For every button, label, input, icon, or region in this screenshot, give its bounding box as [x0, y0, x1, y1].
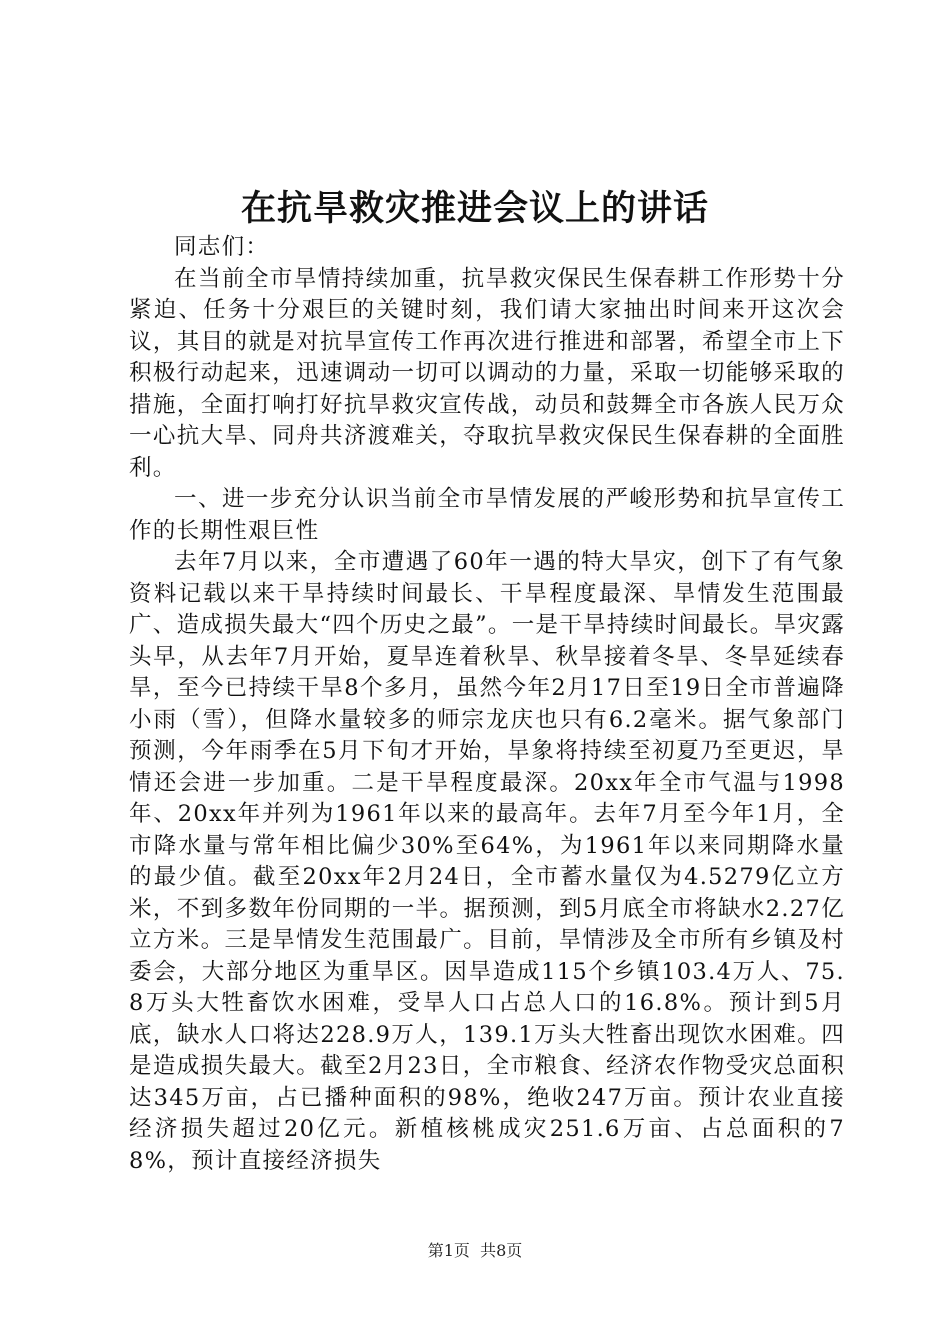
document-body [129, 232, 845, 1177]
section-heading: 一、进一步充分认识当前全市旱情发展的严峻形势和抗旱宣传工作的长期性艰巨性 [129, 486, 845, 544]
page-total: 共8页 [480, 1241, 523, 1260]
intro-paragraph: 在当前全市旱情持续加重，抗旱救灾保民生保春耕工作形势十分紧迫、任务十分艰巨的关键时刻，我们请大家抽出时间来开这次会议，其目的就是对抗旱宣传工作再次进行推进和部署，希望全市上下积极行动起来，迅速调动一切可以调动的力量，采取一切能够采取的措施，全面打响打好抗旱救灾宣传战，动员和鼓舞全市各族人民万众一心抗大旱、同舟共济渡难关，夺取抗旱救灾保民生保春耕的全面胜利。 [129, 265, 845, 481]
page-number: 第1页 [427, 1241, 470, 1260]
document-title: 在抗旱救灾推进会议上的讲话 [240, 188, 709, 229]
body-paragraph: 去年7月以来，全市遭遇了60年一遇的特大旱灾，创下了有气象资料记载以来干旱持续时间最长、干旱程度最深、旱情发生范围最广、造成损失最大“四个历史之最”。一是干旱持续时间最长。旱灾露头早，从去年7月开始，夏旱连着秋旱、秋旱接着冬旱、冬旱延续春旱，至今已持续干旱8个多月，虽然今年2月17日至19日全市普遍降小雨（雪），但降水量较多的师宗龙庆也只有6.2毫米。据气象部门预测，今年雨季在5月下旬才开始，旱象将持续至初夏乃至更迟，旱情还会进一步加重。二是干旱程度最深。20xx年全市气温与1998年、20xx年并列为1961年以来的最高年。去年7月至今年1月，全市降水量与常年相比偏少30%至64%，为1961年以来同期降水量的最少值。截至20xx年2月24日，全市蓄水量仅为4.5279亿立方米，不到多数年份同期的一半。据预测，到5月底全市将缺水2.27亿立方米。三是旱情发生范围最广。目前，旱情涉及全市所有乡镇及村委会，大部分地区为重旱区。因旱造成115个乡镇103.4万人、75.8万头大牲畜饮水困难，受旱人口占总人口的16.8%。预计到5月底，缺水人口将达228.9万人，139.1万头大牲畜出现饮水困难。四是造成损失最大。截至2月23日，全市粮食、经济农作物受灾总面积达345万亩，占已播种面积的98%，绝收247万亩。预计农业直接经济损失超过20亿元。新植核桃成灾251.6万亩、占总面积的78%，预计直接经济损失 [129, 549, 845, 1174]
salutation: 同志们： [174, 234, 270, 260]
page-footer [0, 1240, 950, 1262]
